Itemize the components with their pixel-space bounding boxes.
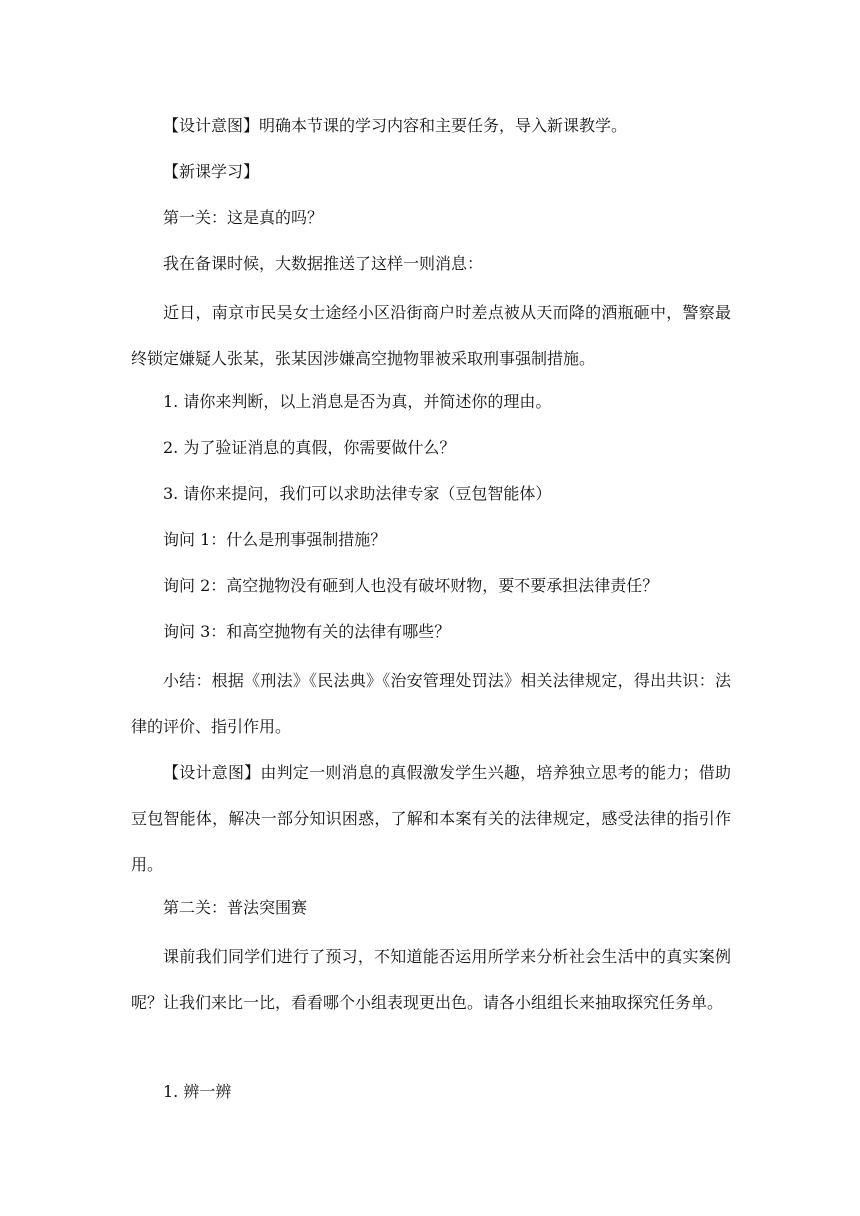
task-item-1: 1. 辨一辨: [163, 1082, 232, 1101]
news-body-text: 近日，南京市民吴女士途经小区沿街商户时差点被从天而降的酒瓶砸中，警察最终锁定嫌疑人张某，张某因涉嫌高空抛物罪被采取刑事强制措施。: [131, 303, 731, 368]
inquiry-2: 询问 2：高空抛物没有砸到人也没有破坏财物，要不要承担法律责任？: [163, 576, 659, 595]
question-item-3: 3. 请你来提问，我们可以求助法律专家（豆包智能体）: [163, 484, 552, 503]
level-one-heading: 第一关：这是真的吗？: [163, 208, 324, 227]
level-two-intro: 课前我们同学们进行了预习，不知道能否运用所学来分析社会生活中的真实案例呢？让我们来比一比，看看哪个小组表现更出色。请各小组组长来抽取探究任务单。: [131, 947, 731, 1012]
section-heading-new-lesson: 【新课学习】: [163, 162, 260, 181]
inquiry-3: 询问 3：和高空抛物有关的法律有哪些？: [163, 622, 451, 641]
design-intent-intro: 【设计意图】明确本节课的学习内容和主要任务，导入新课教学。: [163, 116, 628, 135]
question-item-2: 2. 为了验证消息的真假，你需要做什么？: [163, 438, 456, 457]
question-item-1: 1. 请你来判断，以上消息是否为真，并简述你的理由。: [163, 392, 552, 411]
news-intro-text: 我在备课时候，大数据推送了这样一则消息：: [163, 254, 484, 273]
level-two-heading: 第二关：普法突围赛: [163, 898, 308, 917]
summary-text: 小结：根据《刑法》《民法典》《治安管理处罚法》相关法律规定，得出共识：法律的评价、指引作用。: [131, 671, 731, 736]
design-intent-level-one: 【设计意图】由判定一则消息的真假激发学生兴趣，培养独立思考的能力；借助豆包智能体，解决一部分知识困惑，了解和本案有关的法律规定，感受法律的指引作用。: [131, 763, 731, 874]
inquiry-1: 询问 1：什么是刑事强制措施？: [163, 530, 387, 549]
